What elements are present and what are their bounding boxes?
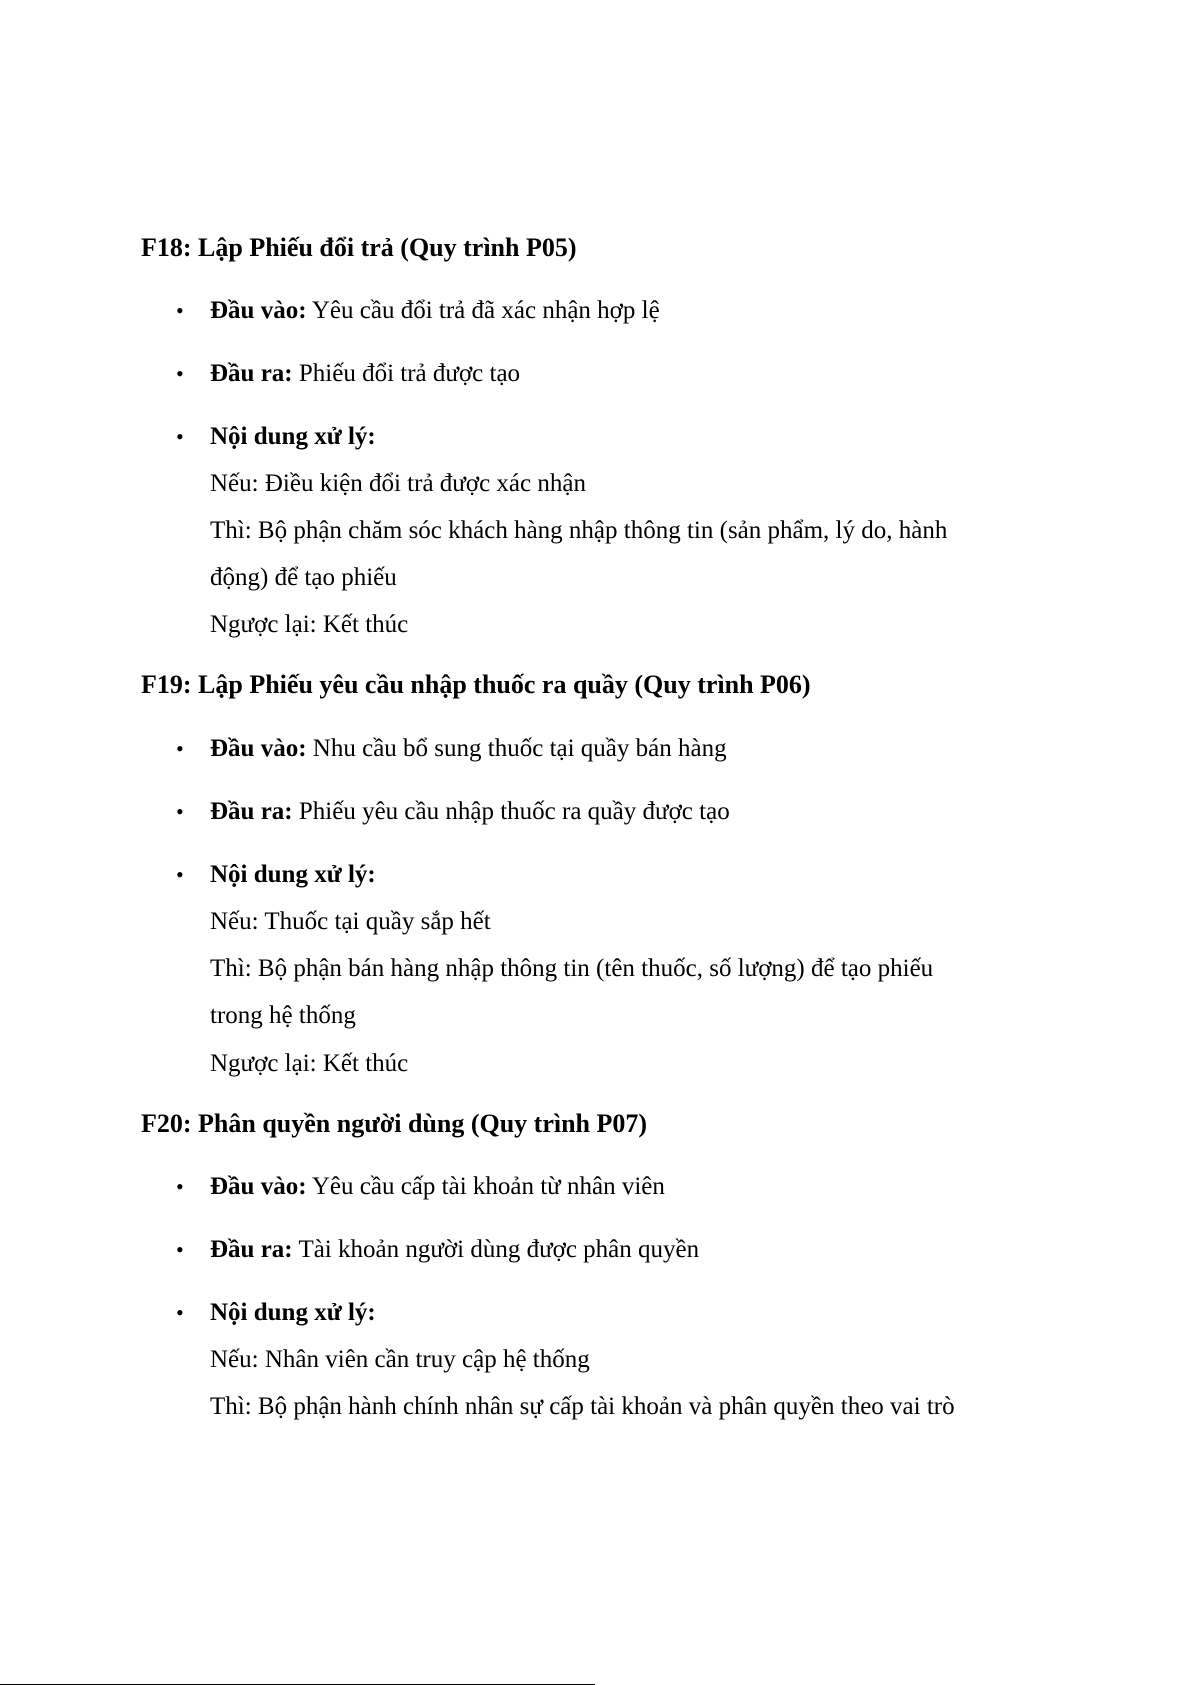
input-label: Đầu vào: <box>210 735 307 762</box>
process-label: Nội dung xử lý: <box>210 423 376 450</box>
f19-input-item <box>210 733 727 765</box>
output-text: Phiếu đổi trả được tạo <box>292 360 521 387</box>
f18-process-item <box>210 421 376 453</box>
input-text: Yêu cầu đổi trả đã xác nhận hợp lệ <box>306 297 660 324</box>
process-label: Nội dung xử lý: <box>210 1299 376 1326</box>
f20-process-line: Nếu: Nhân viên cần truy cập hệ thống <box>210 1346 590 1373</box>
bullet-icon: • <box>176 1174 184 1199</box>
output-text: Phiếu yêu cầu nhập thuốc ra quầy được tạo <box>292 798 730 825</box>
section-heading-f19: F19: Lập Phiếu yêu cầu nhập thuốc ra quầy (Quy trình P06) <box>141 670 811 699</box>
bullet-icon: • <box>176 862 184 887</box>
f18-process-line: Ngược lại: Kết thúc <box>210 611 409 638</box>
f18-output-item <box>210 358 520 390</box>
f19-process-line: trong hệ thống <box>210 1002 356 1029</box>
f19-process-line: Ngược lại: Kết thúc <box>210 1050 409 1077</box>
f20-process-line: Thì: Bộ phận hành chính nhân sự cấp tài khoản và phân quyền theo vai trò <box>210 1393 955 1420</box>
bullet-icon: • <box>176 1300 184 1325</box>
process-label: Nội dung xử lý: <box>210 861 376 888</box>
input-text: Yêu cầu cấp tài khoản từ nhân viên <box>306 1173 665 1200</box>
bullet-icon: • <box>176 424 184 449</box>
output-text: Tài khoản người dùng được phân quyền <box>292 1236 700 1263</box>
f18-process-line: Nếu: Điều kiện đổi trả được xác nhận <box>210 470 586 497</box>
f18-input-item <box>210 295 660 327</box>
input-label: Đầu vào: <box>210 1173 307 1200</box>
input-text: Nhu cầu bổ sung thuốc tại quầy bán hàng <box>306 735 727 762</box>
f19-process-line: Nếu: Thuốc tại quầy sắp hết <box>210 908 491 935</box>
f20-input-item <box>210 1171 665 1203</box>
f20-output-item <box>210 1234 699 1266</box>
bullet-icon: • <box>176 799 184 824</box>
section-heading-f20: F20: Phân quyền người dùng (Quy trình P07) <box>141 1109 648 1138</box>
f18-process-line: động) để tạo phiếu <box>210 564 397 591</box>
output-label: Đầu ra: <box>210 798 293 825</box>
bullet-icon: • <box>176 736 184 761</box>
f19-process-line: Thì: Bộ phận bán hàng nhập thông tin (tên thuốc, số lượng) để tạo phiếu <box>210 955 934 982</box>
f19-output-item <box>210 796 730 828</box>
output-label: Đầu ra: <box>210 1236 293 1263</box>
f19-process-item <box>210 859 376 891</box>
f20-process-item <box>210 1297 376 1329</box>
input-label: Đầu vào: <box>210 297 307 324</box>
section-heading-f18: F18: Lập Phiếu đổi trả (Quy trình P05) <box>141 233 577 262</box>
bullet-icon: • <box>176 361 184 386</box>
bullet-icon: • <box>176 298 184 323</box>
f18-process-line: Thì: Bộ phận chăm sóc khách hàng nhập thông tin (sản phẩm, lý do, hành <box>210 517 948 544</box>
output-label: Đầu ra: <box>210 360 293 387</box>
bullet-icon: • <box>176 1237 184 1262</box>
